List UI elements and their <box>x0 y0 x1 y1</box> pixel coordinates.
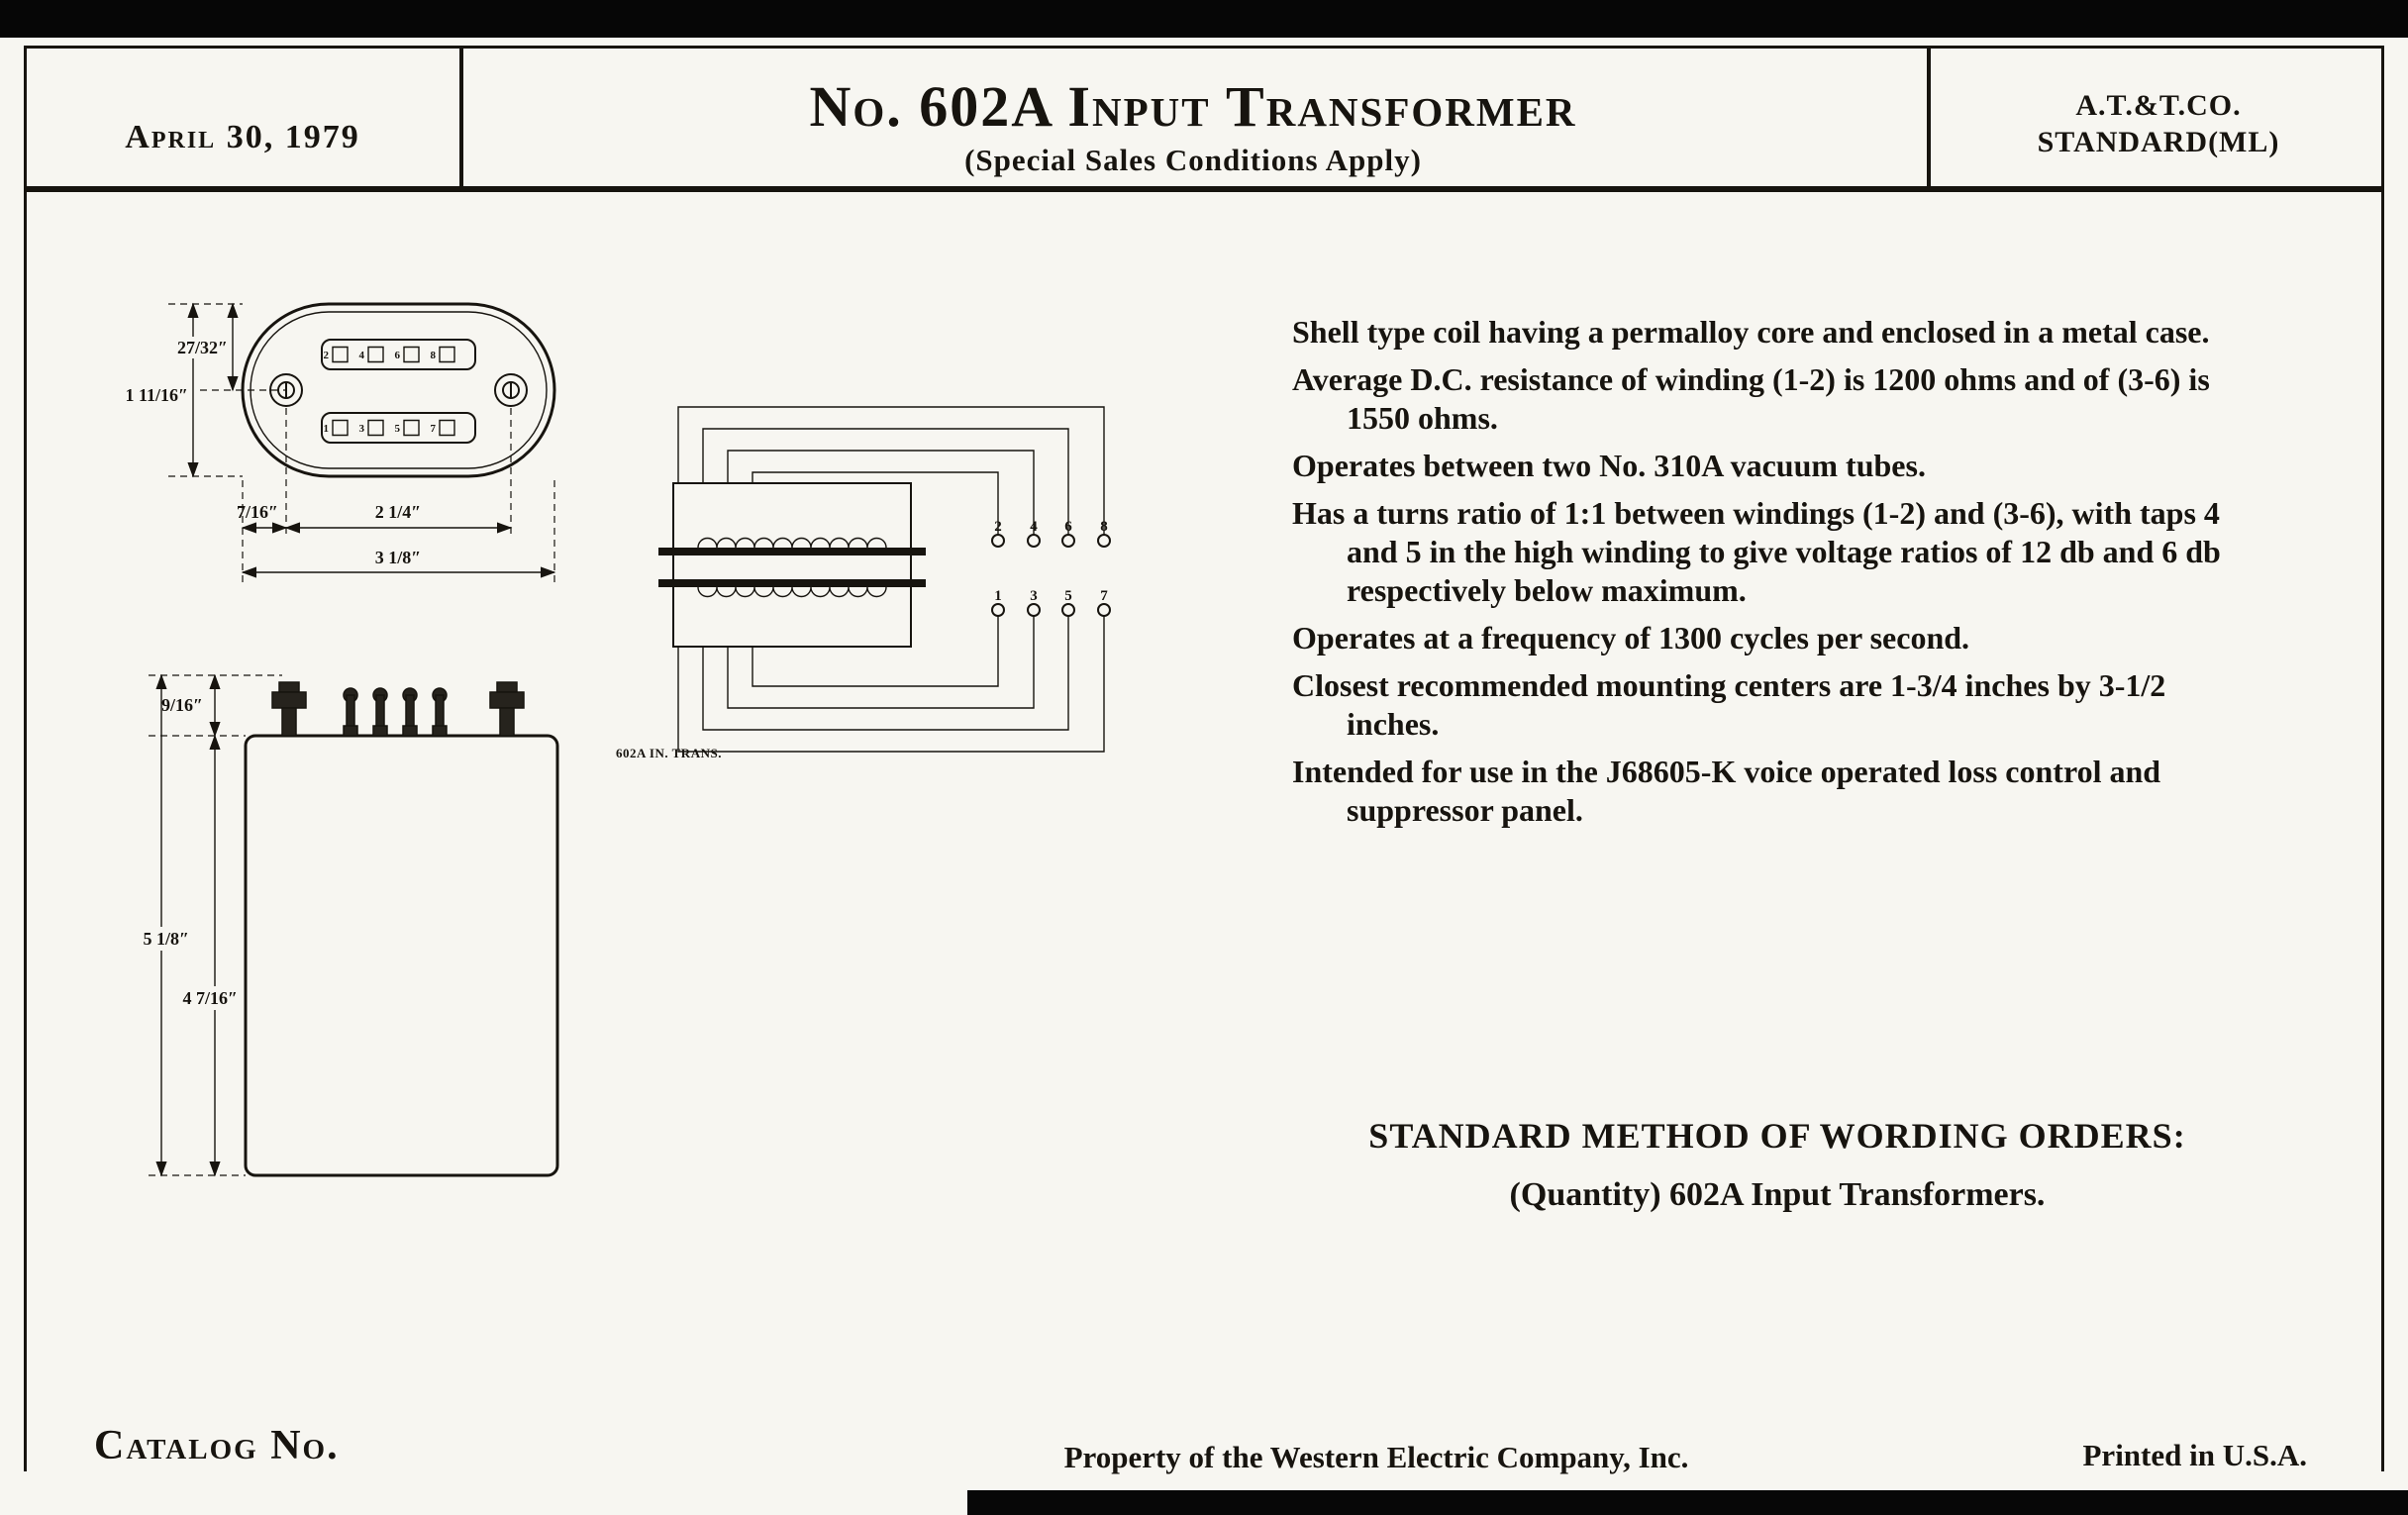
coil-turns-lower <box>698 587 886 597</box>
terminal-number: 6 <box>1064 519 1072 535</box>
spec-item: Average D.C. resistance of winding (1-2) is 1200 ohms and of (3-6) is 1550 ohms. <box>1292 361 2210 436</box>
top-view-dim-screw-centers: 2 1/4″ <box>374 502 422 522</box>
terminal-number: 4 <box>358 350 364 361</box>
terminal-number: 7 <box>1100 588 1108 604</box>
terminal-number: 2 <box>994 519 1002 535</box>
header-divider-right <box>1927 46 1931 186</box>
top-view-dim-half-height: 27/32″ <box>177 338 228 357</box>
document-page <box>0 38 2408 1515</box>
issue-date: April 30, 1979 <box>125 119 360 155</box>
terminal-number: 3 <box>358 423 364 435</box>
terminal-number: 8 <box>1100 519 1108 535</box>
terminal-number: 1 <box>323 423 329 435</box>
terminal-strip-bottom <box>322 413 475 443</box>
side-view-dim-terminal-height: 9/16″ <box>161 695 203 715</box>
terminal-number: 3 <box>1030 588 1038 604</box>
terminal-strip-top <box>322 340 475 369</box>
standard-label <box>1936 87 2381 160</box>
winding-schematic <box>614 389 1208 835</box>
ordering-line: (Quantity) 602A Input Transformers. <box>1509 1176 2046 1213</box>
terminal-number: 1 <box>994 588 1002 604</box>
side-view-dimensions <box>136 675 282 1175</box>
org-line-1: A.T.&T.CO. <box>2075 89 2242 122</box>
page-subtitle: (Special Sales Conditions Apply) <box>964 143 1422 177</box>
terminal-number: 4 <box>1030 519 1038 535</box>
left-frame-line <box>24 46 27 1471</box>
pin-terminals <box>344 688 447 736</box>
spec-item: Closest recommended mounting centers are 1-3/4 inches by 3-1/2 inches. <box>1292 667 2166 742</box>
header-rule <box>24 186 2384 192</box>
org-line-2: STANDARD(ML) <box>2037 126 2280 158</box>
spec-item: Operates between two No. 310A vacuum tubes. <box>1292 448 1926 483</box>
spec-item: Has a turns ratio of 1:1 between windings (1-2) and (3-6), with taps 4 and 5 in the high winding to give voltage ratios of 12 db and 6 db respectively below maximum. <box>1292 495 2221 608</box>
top-view-dim-edge-to-screw: 7/16″ <box>237 502 278 522</box>
header-divider-left <box>459 46 463 186</box>
core <box>658 483 926 647</box>
terminal-number: 5 <box>1064 588 1072 604</box>
spec-item: Shell type coil having a permalloy core and enclosed in a metal case. <box>1292 314 2210 350</box>
right-frame-line <box>2381 46 2384 1471</box>
mounting-bolt-right <box>490 682 524 736</box>
terminal-number: 8 <box>430 350 436 361</box>
catalog-number-label: Catalog No. <box>94 1423 340 1468</box>
terminal-number: 6 <box>394 350 400 361</box>
top-view-drawing <box>125 290 653 632</box>
transformer-case-side-outline <box>246 736 557 1175</box>
mounting-screw-right <box>495 374 527 406</box>
side-view-dim-overall-height: 5 1/8″ <box>143 929 189 949</box>
schematic-caption: 602A IN. TRANS. <box>616 746 722 760</box>
terminal-number: 5 <box>394 423 400 435</box>
scan-artifact-strip <box>967 1490 2408 1515</box>
top-rule <box>24 46 2384 49</box>
page-title: No. 602A Input Transformer <box>809 74 1577 139</box>
top-view-height-dimensions <box>126 304 286 476</box>
spec-item: Intended for use in the J68605-K voice operated loss control and suppressor panel. <box>1292 754 2161 828</box>
mounting-bolt-left <box>272 682 306 736</box>
ordering-heading: STANDARD METHOD OF WORDING ORDERS: <box>1368 1116 2186 1156</box>
terminal-number: 7 <box>430 423 436 435</box>
spec-item: Operates at a frequency of 1300 cycles per second. <box>1292 620 1970 656</box>
spec-list <box>1292 313 2262 839</box>
top-view-dim-length: 3 1/8″ <box>374 548 422 567</box>
printed-note: Printed in U.S.A. <box>2082 1438 2307 1472</box>
side-view-drawing <box>134 661 629 1236</box>
schematic-terminals-bottom <box>992 588 1110 616</box>
coil-turns-upper <box>698 539 886 549</box>
side-view-dim-body-height: 4 7/16″ <box>182 988 238 1008</box>
terminal-number: 2 <box>323 350 329 361</box>
top-view-dim-height: 1 11/16″ <box>125 385 188 405</box>
transformer-case-top-outline <box>243 304 554 476</box>
schematic-terminals-top <box>992 519 1110 547</box>
property-note: Property of the Western Electric Company, Inc. <box>1063 1440 1689 1474</box>
